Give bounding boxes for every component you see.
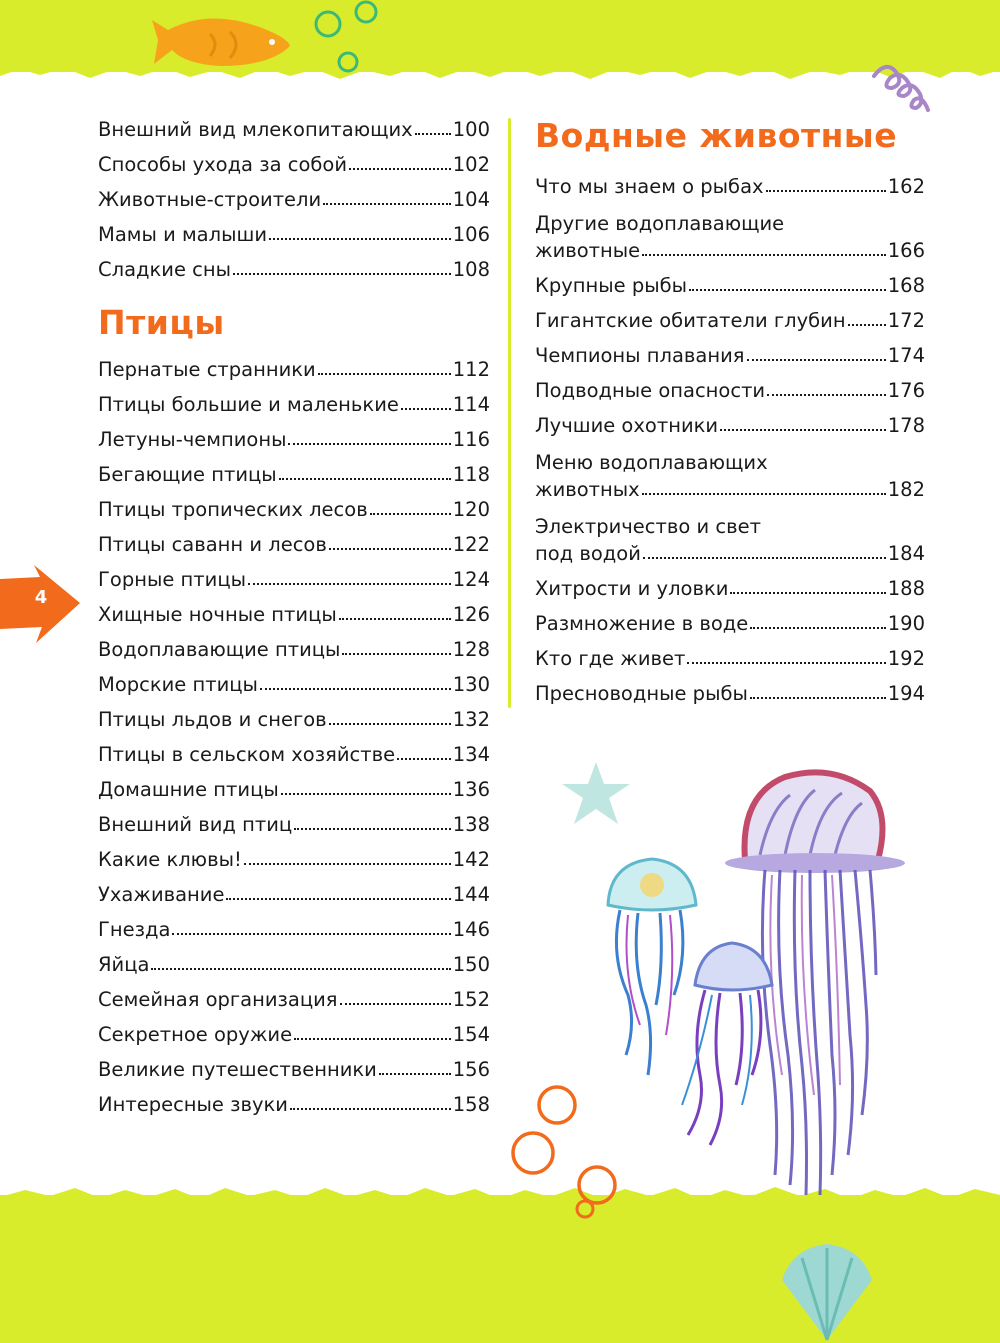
section-heading-aquatic: Водные животные bbox=[535, 116, 898, 155]
dot-leader bbox=[349, 168, 451, 170]
seashell-icon bbox=[772, 1240, 882, 1343]
page-number: 4 bbox=[34, 587, 48, 608]
dot-leader bbox=[730, 592, 885, 594]
column-divider bbox=[508, 118, 511, 708]
birds-list bbox=[98, 346, 490, 1116]
toc-entry[interactable]: Меню водоплавающих животных 182 bbox=[535, 451, 925, 501]
toc-entry[interactable]: Лучшие охотники 178 bbox=[535, 414, 925, 437]
toc-entry[interactable]: Другие водоплавающие животные 166 bbox=[535, 212, 925, 262]
dot-leader bbox=[766, 190, 886, 192]
toc-entry[interactable]: Что мы знаем о рыбах 162 bbox=[535, 175, 925, 198]
toc-entry[interactable]: Размножение в воде 190 bbox=[535, 612, 925, 635]
mammals-continued-list bbox=[98, 106, 490, 281]
dot-leader bbox=[226, 898, 450, 900]
dot-leader bbox=[329, 723, 451, 725]
toc-entry[interactable]: Гнезда 146 bbox=[98, 918, 490, 941]
dot-leader bbox=[233, 273, 451, 275]
dot-leader bbox=[397, 758, 451, 760]
dot-leader bbox=[642, 493, 886, 495]
toc-entry[interactable]: Птицы в сельском хозяйстве 134 bbox=[98, 743, 490, 766]
dot-leader bbox=[342, 653, 450, 655]
toc-entry[interactable]: Яйца 150 bbox=[98, 953, 490, 976]
dot-leader bbox=[642, 254, 886, 256]
toc-entry[interactable]: Домашние птицы 136 bbox=[98, 778, 490, 801]
toc-entry[interactable]: Внешний вид млекопитающих 100 bbox=[98, 118, 490, 141]
toc-entry[interactable]: Пернатые странники 112 bbox=[98, 358, 490, 381]
toc-entry[interactable]: Птицы саванн и лесов 122 bbox=[98, 533, 490, 556]
dot-leader bbox=[401, 408, 451, 410]
toc-entry[interactable]: Птицы тропических лесов 120 bbox=[98, 498, 490, 521]
dot-leader bbox=[750, 627, 886, 629]
fish-icon bbox=[150, 10, 295, 72]
dot-leader bbox=[248, 583, 451, 585]
toc-entry[interactable]: Крупные рыбы 168 bbox=[535, 274, 925, 297]
dot-leader bbox=[294, 828, 451, 830]
toc-entry[interactable]: Пресноводные рыбы 194 bbox=[535, 682, 925, 705]
dot-leader bbox=[294, 1038, 451, 1040]
dot-leader bbox=[260, 688, 451, 690]
toc-entry[interactable]: Секретное оружие 154 bbox=[98, 1023, 490, 1046]
toc-entry[interactable]: Бегающие птицы 118 bbox=[98, 463, 490, 486]
small-jellyfish-middle bbox=[682, 943, 772, 1145]
dot-leader bbox=[329, 548, 451, 550]
section-heading-birds: Птицы bbox=[98, 303, 225, 342]
toc-entry[interactable]: Кто где живет 192 bbox=[535, 647, 925, 670]
dot-leader bbox=[747, 359, 886, 361]
dot-leader bbox=[244, 863, 451, 865]
dot-leader bbox=[172, 933, 450, 935]
small-jellyfish-left bbox=[608, 859, 696, 1075]
dot-leader bbox=[379, 1073, 451, 1075]
dot-leader bbox=[151, 968, 450, 970]
dot-leader bbox=[269, 238, 451, 240]
dot-leader bbox=[340, 1003, 451, 1005]
toc-entry[interactable]: Великие путешественники 156 bbox=[98, 1058, 490, 1081]
bubbles-bottom-icon bbox=[505, 1075, 625, 1225]
dot-leader bbox=[848, 324, 886, 326]
toc-entry[interactable]: Интересные звуки 158 bbox=[98, 1093, 490, 1116]
toc-entry[interactable]: Хищные ночные птицы 126 bbox=[98, 603, 490, 626]
dot-leader bbox=[288, 443, 450, 445]
bubbles-top-icon bbox=[312, 0, 392, 80]
dot-leader bbox=[339, 618, 451, 620]
toc-entry[interactable]: Птицы льдов и снегов 132 bbox=[98, 708, 490, 731]
dot-leader bbox=[415, 133, 451, 135]
dot-leader bbox=[323, 203, 451, 205]
aquatic-list bbox=[535, 163, 925, 705]
toc-entry[interactable]: Семейная организация 152 bbox=[98, 988, 490, 1011]
dot-leader bbox=[687, 662, 885, 664]
dot-leader bbox=[279, 478, 451, 480]
toc-entry[interactable]: Ухаживание 144 bbox=[98, 883, 490, 906]
toc-entry[interactable]: Хитрости и уловки 188 bbox=[535, 577, 925, 600]
toc-entry[interactable]: Способы ухода за собой 102 bbox=[98, 153, 490, 176]
dot-leader bbox=[767, 394, 886, 396]
dot-leader bbox=[281, 793, 451, 795]
toc-left-column bbox=[98, 106, 490, 1116]
toc-entry[interactable]: Сладкие сны 108 bbox=[98, 258, 490, 281]
dot-leader bbox=[370, 513, 451, 515]
dot-leader bbox=[720, 429, 886, 431]
dot-leader bbox=[318, 373, 451, 375]
toc-entry[interactable]: Водоплавающие птицы 128 bbox=[98, 638, 490, 661]
toc-entry[interactable]: Электричество и свет под водой 184 bbox=[535, 515, 925, 565]
dot-leader bbox=[290, 1108, 451, 1110]
toc-entry[interactable]: Чемпионы плавания 174 bbox=[535, 344, 925, 367]
toc-entry[interactable]: Подводные опасности 176 bbox=[535, 379, 925, 402]
toc-entry[interactable]: Животные-строители 104 bbox=[98, 188, 490, 211]
toc-entry[interactable]: Птицы большие и маленькие 114 bbox=[98, 393, 490, 416]
toc-entry[interactable]: Летуны-чемпионы 116 bbox=[98, 428, 490, 451]
dot-leader bbox=[643, 557, 886, 559]
dot-leader bbox=[750, 697, 886, 699]
toc-entry[interactable]: Гигантские обитатели глубин 172 bbox=[535, 309, 925, 332]
toc-entry[interactable]: Морские птицы 130 bbox=[98, 673, 490, 696]
dot-leader bbox=[689, 289, 886, 291]
toc-entry[interactable]: Внешний вид птиц 138 bbox=[98, 813, 490, 836]
toc-entry[interactable]: Мамы и малыши 106 bbox=[98, 223, 490, 246]
toc-entry[interactable]: Горные птицы 124 bbox=[98, 568, 490, 591]
toc-entry[interactable]: Какие клювы! 142 bbox=[98, 848, 490, 871]
toc-right-column bbox=[535, 116, 925, 705]
